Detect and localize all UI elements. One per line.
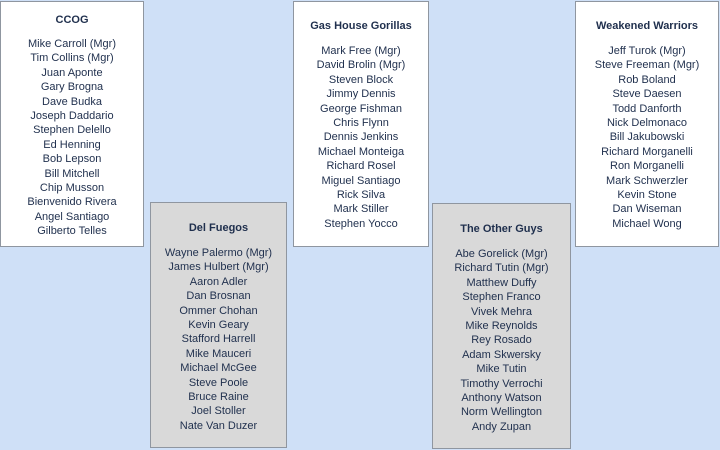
player-name: Bill Jakubowski [609, 131, 685, 144]
player-name: Vivek Mehra [471, 305, 532, 318]
player-name: Juan Aponte [41, 66, 103, 79]
player-name: Bruce Raine [188, 391, 249, 404]
player-name: Todd Danforth [612, 102, 682, 115]
team-roster [1, 37, 143, 239]
player-name: George Fishman [320, 102, 402, 115]
team-roster [151, 246, 286, 433]
player-name: Stafford Harrell [181, 333, 256, 346]
player-name: Ommer Chohan [179, 304, 258, 317]
player-name: Timothy Verrochi [460, 377, 543, 390]
team-name: CCOG [55, 14, 89, 26]
player-name: Dan Brosnan [186, 290, 251, 303]
team-name: Del Fuegos [188, 222, 249, 234]
player-name: Norm Wellington [460, 406, 543, 419]
player-name: Steve Freeman (Mgr) [594, 59, 700, 72]
team-card-gas-house-gorillas [293, 1, 429, 247]
player-name: Mike Mauceri [185, 347, 252, 360]
team-roster [576, 44, 718, 231]
player-name: Richard Morganelli [601, 145, 693, 158]
player-name: Matthew Duffy [466, 276, 537, 289]
team-card-del-fuegos [150, 202, 287, 448]
player-name: Kevin Stone [617, 189, 677, 202]
player-name: Mike Tutin [476, 363, 527, 376]
player-name: Michael McGee [180, 362, 257, 375]
player-name: Anthony Watson [461, 392, 542, 405]
team-card-ccog [0, 1, 144, 247]
player-name: Stephen Delello [33, 124, 111, 137]
player-name: Stephen Franco [462, 291, 541, 304]
player-name: Nick Delmonaco [606, 117, 688, 130]
player-name: James Hulbert (Mgr) [168, 261, 269, 274]
player-name: Bob Lepson [42, 153, 102, 166]
player-name: Miguel Santiago [321, 174, 401, 187]
player-name: Mike Carroll (Mgr) [28, 38, 116, 50]
player-name: Aaron Adler [189, 275, 248, 288]
player-name: Steven Block [328, 73, 394, 86]
player-name: Rob Boland [618, 73, 676, 86]
player-name: Rey Rosado [471, 334, 532, 347]
player-name: Jeff Turok (Mgr) [608, 45, 686, 57]
player-name: David Brolin (Mgr) [316, 59, 406, 72]
player-name: Mark Free (Mgr) [321, 45, 401, 57]
player-name: Richard Rosel [326, 160, 396, 173]
team-name: The Other Guys [460, 223, 543, 235]
player-name: Joel Stoller [191, 405, 246, 418]
player-name: Nate Van Duzer [179, 419, 258, 432]
player-name: Adam Skwersky [462, 348, 541, 361]
team-card-weakened-warriors [575, 1, 719, 247]
player-name: Tim Collins (Mgr) [30, 52, 114, 65]
team-name: Gas House Gorillas [310, 20, 412, 32]
player-name: Richard Tutin (Mgr) [454, 262, 549, 275]
player-name: Steve Daesen [612, 88, 682, 101]
player-name: Chris Flynn [333, 117, 389, 130]
player-name: Jimmy Dennis [326, 88, 396, 101]
player-name: Wayne Palermo (Mgr) [164, 247, 273, 259]
player-name: Joseph Daddario [30, 110, 114, 123]
team-roster [294, 44, 428, 231]
player-name: Ron Morganelli [610, 160, 684, 173]
player-name: Mike Reynolds [465, 320, 538, 333]
player-name: Steve Poole [188, 376, 249, 389]
player-name: Angel Santiago [34, 210, 110, 223]
player-name: Chip Musson [39, 182, 105, 195]
player-name: Dan Wiseman [612, 203, 682, 216]
player-name: Mark Stiller [333, 203, 389, 216]
player-name: Dave Budka [42, 95, 102, 108]
player-name: Rick Silva [336, 189, 386, 202]
player-name: Dennis Jenkins [323, 131, 399, 144]
player-name: Bill Mitchell [44, 167, 100, 180]
player-name: Andy Zupan [471, 420, 532, 433]
player-name: Michael Monteiga [317, 145, 405, 158]
team-name: Weakened Warriors [595, 20, 699, 32]
player-name: Gary Brogna [40, 81, 104, 94]
player-name: Bienvenido Rivera [27, 196, 117, 209]
player-name: Abe Gorelick (Mgr) [455, 248, 548, 260]
team-card-the-other-guys [432, 203, 571, 449]
player-name: Stephen Yocco [324, 217, 398, 230]
player-name: Gilberto Telles [37, 225, 107, 238]
team-roster [433, 247, 570, 434]
player-name: Mark Schwerzler [606, 174, 688, 187]
player-name: Ed Henning [43, 138, 101, 151]
player-name: Michael Wong [612, 217, 682, 230]
player-name: Kevin Geary [188, 319, 249, 332]
